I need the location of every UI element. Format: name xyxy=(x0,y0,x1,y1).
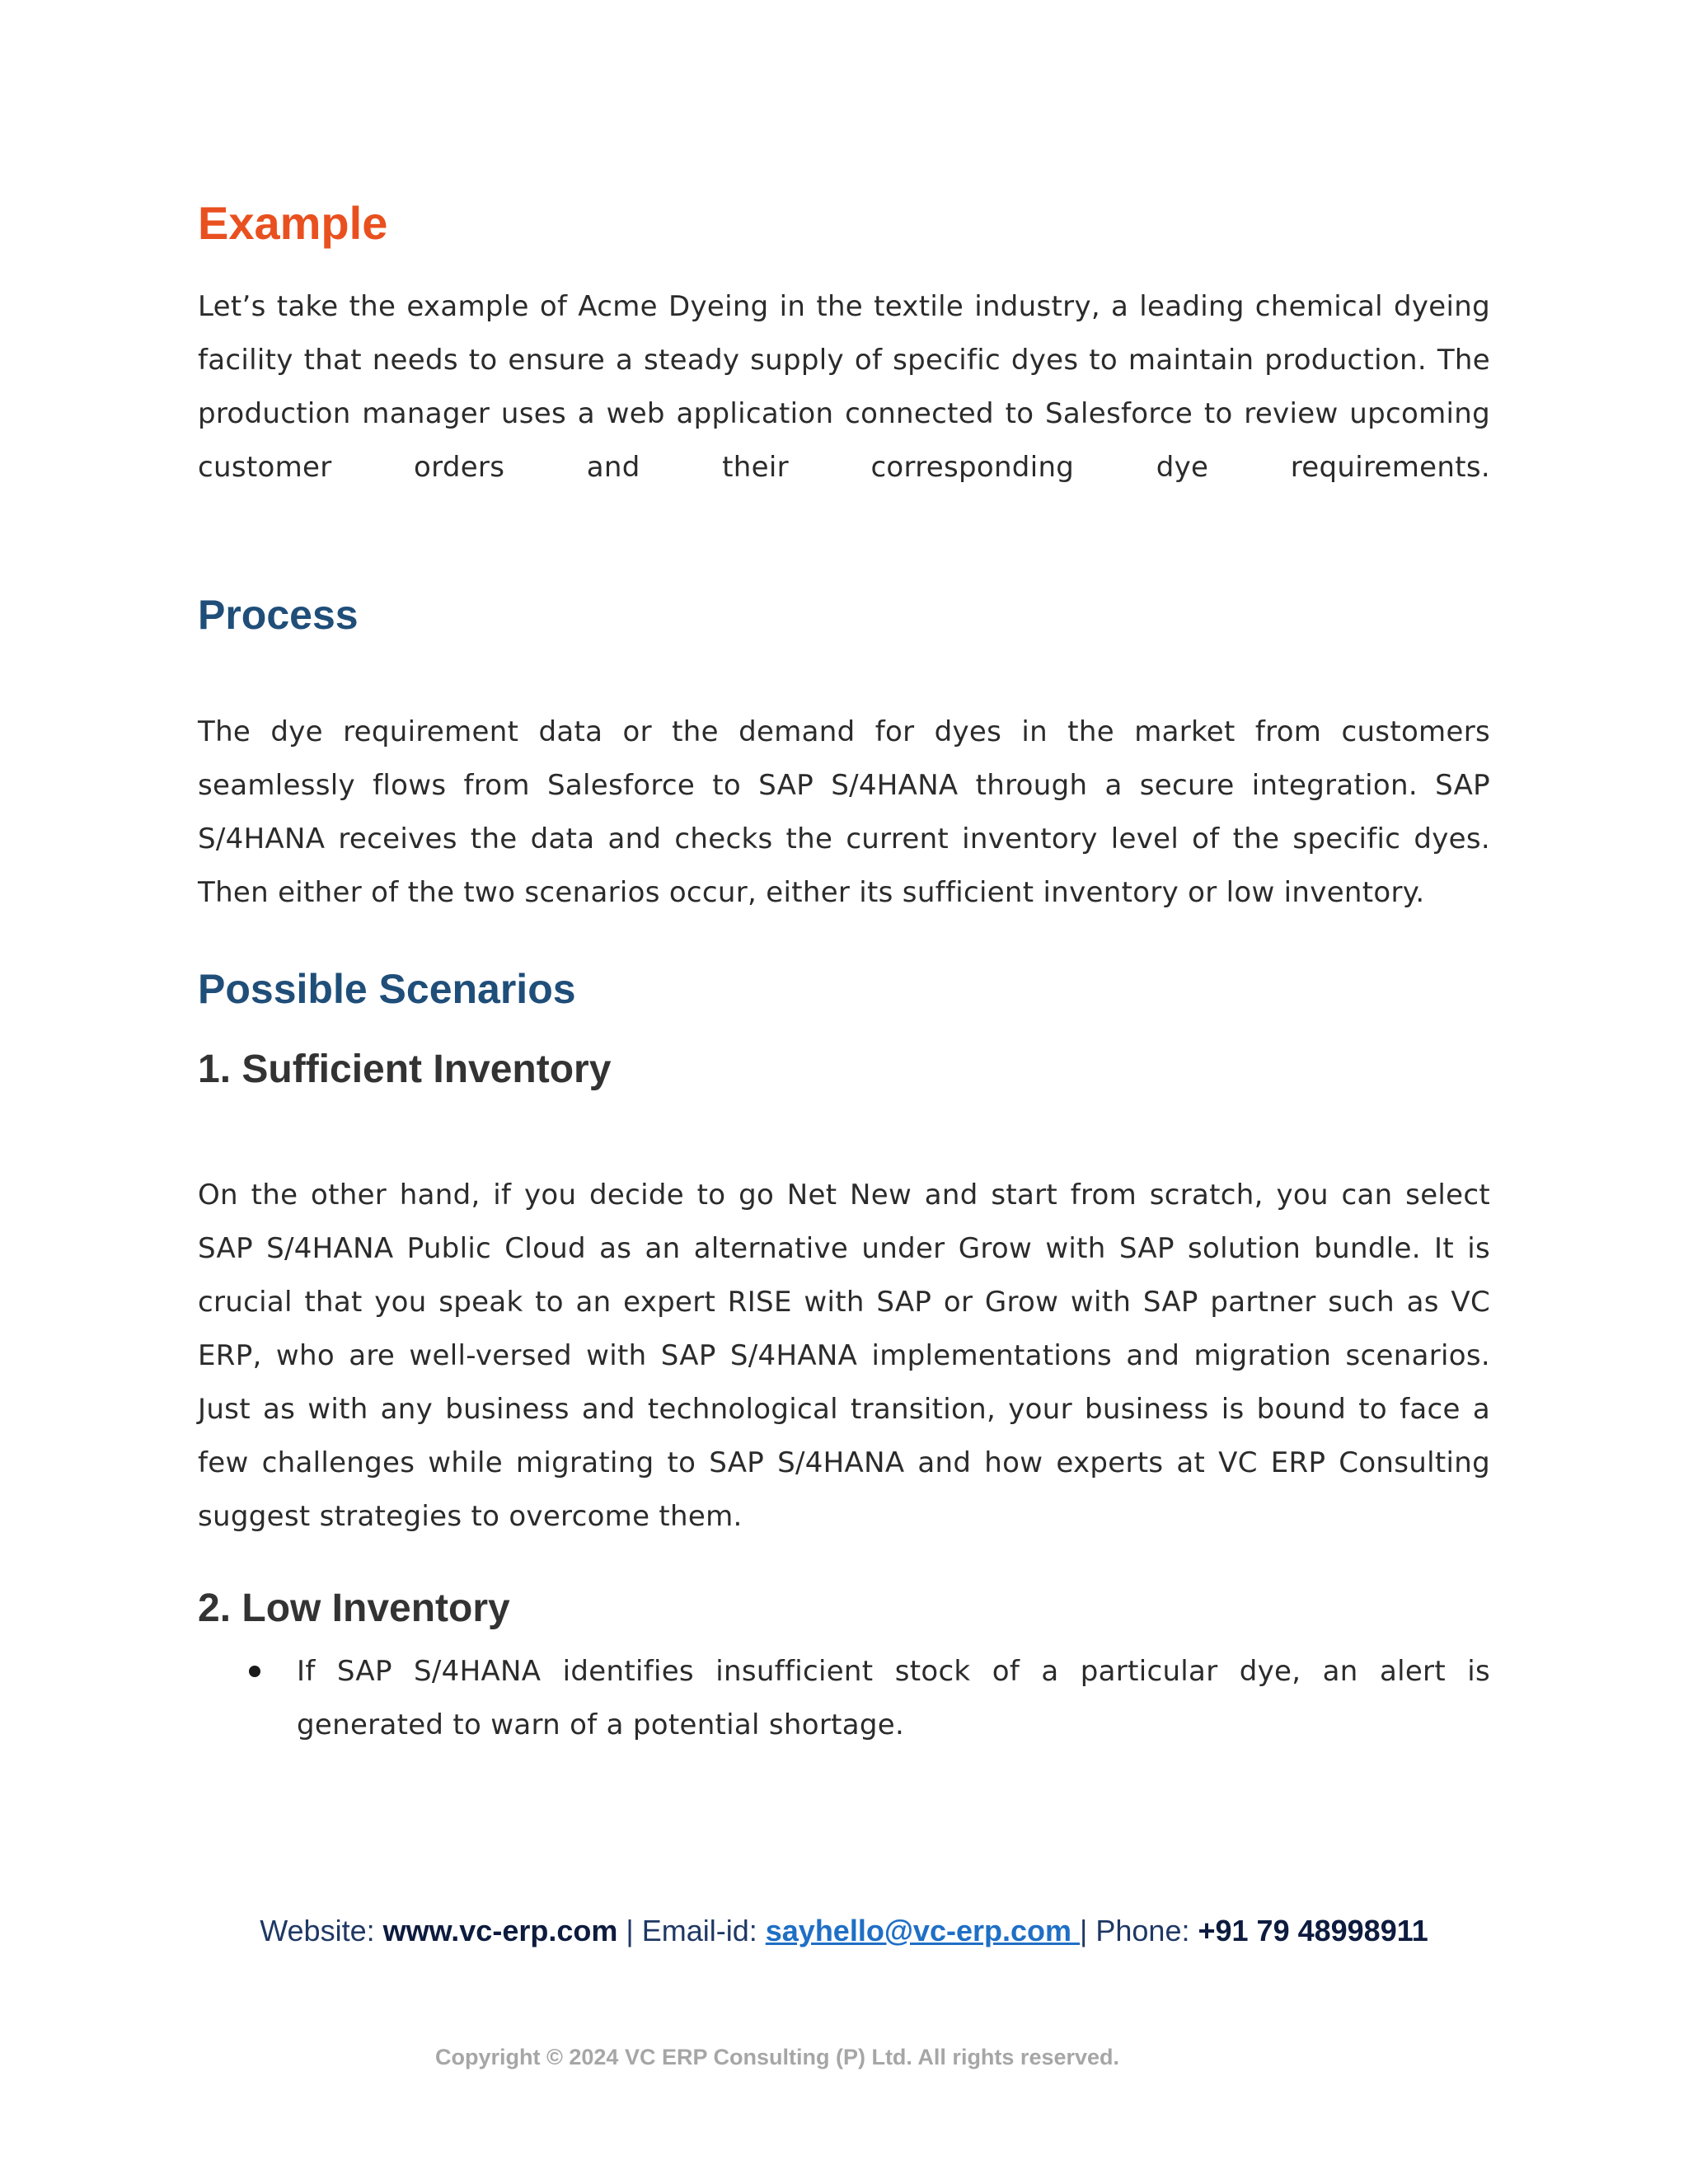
phone-number: +91 79 48998911 xyxy=(1198,1914,1428,1947)
process-paragraph: The dye requirement data or the demand for dyes in the market from customers seamlessly flows from Salesforce to SAP S/4HANA through a secure integration. SAP S/4HANA receives the data and checks the current inventory level of the specific dyes. Then either of the two scenarios occur, either its sufficient inventory or low inventory. xyxy=(198,715,1490,909)
website-label: Website: xyxy=(260,1914,383,1947)
example-heading: Example xyxy=(198,197,388,249)
sufficient-inventory-paragraph: On the other hand, if you decide to go Net New and start from scratch, you can select SAP S/4HANA Public Cloud as an alternative under Grow with SAP solution bundle. It is crucial that you speak to an expert RISE with SAP or Grow with SAP partner such as VC ERP, who are well-versed with SAP S/4HANA implementations and migration scenarios. Just as with any business and technological transition, your business is bound to face a few challenges while migrating to SAP S/4HANA and how experts at VC ERP Consulting suggest strategies to overcome them. xyxy=(198,1179,1490,1533)
list-item xyxy=(198,1645,1490,1752)
process-heading: Process xyxy=(198,592,359,638)
separator: | xyxy=(617,1914,642,1947)
website-link[interactable]: www.vc-erp.com xyxy=(382,1914,618,1947)
low-inventory-heading: 2. Low Inventory xyxy=(198,1586,510,1630)
copyright-notice: Copyright © 2024 VC ERP Consulting (P) Ltd. All rights reserved. xyxy=(435,2045,1120,2069)
possible-scenarios-heading: Possible Scenarios xyxy=(198,966,576,1012)
email-label: Email-id: xyxy=(641,1914,766,1947)
example-paragraph: Let’s take the example of Acme Dyeing in the textile industry, a leading chemical dyeing facility that needs to ensure a steady supply of specific dyes to maintain production. The production manager uses a web application connected to Salesforce to review upcoming customer orders and their corresponding dye requirements. xyxy=(198,290,1490,484)
low-inventory-list xyxy=(198,1645,1490,1752)
sufficient-inventory-heading: 1. Sufficient Inventory xyxy=(198,1047,612,1091)
bullet-icon xyxy=(249,1666,260,1677)
separator: | xyxy=(1080,1914,1096,1947)
email-link[interactable]: sayhello@vc-erp.com xyxy=(765,1914,1081,1947)
phone-label: Phone: xyxy=(1095,1914,1198,1947)
footer-contact-line xyxy=(0,1910,1688,1952)
list-item-text: If SAP S/4HANA identifies insufficient stock of a particular dye, an alert is generated to warn of a potential shortage. xyxy=(297,1655,1490,1741)
